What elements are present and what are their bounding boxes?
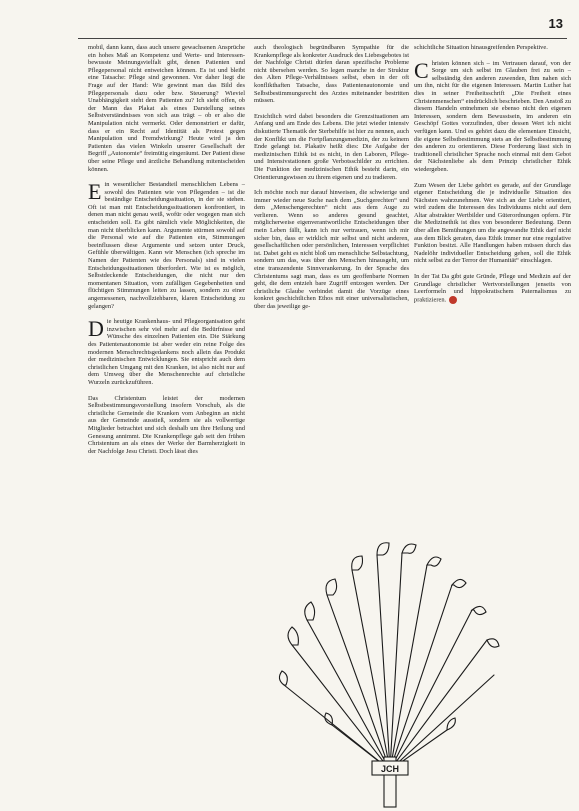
paragraph: Die heutige Krankenhaus- und Pflegeorganisation geht inzwischen sehr viel mehr auf die Bedürfnisse und Wünsche des einzelnen Patienten ein. Die Stärkung des Patientenautonomie ist aber weder ein reine Folge des modernen Menschrechtsgedankens noch allein das Produkt der medizinischen Entwicklungen. Sie entspricht auch dem christlichen Umgang mit den Kranken, ist also nicht nur auf dem Umweg über die Menschenrechte auf christliche Wurzeln zurückzuführen. — [88, 316, 245, 386]
text-column-3 — [414, 44, 571, 312]
header-rule — [78, 38, 567, 39]
paragraph: Ersichtlich wird dabei besonders die Grenzsituationen am Anfang und am Ende des Lebens. Die jetzt wieder intensiv diskutierte Thematik der Sterbehilfe ist hier zu nennen, auch der Konflikt um die Fortpflanzungsmedizin, der zu keinem Ende gelangt ist. Plakativ heißt dies: Die Aufgabe der medizinischen Ethik ist es nicht, in den Laboren, Pflege- und Intensivstationen große Verbotsschilder zu errichten. Die Funktion der medizinischen Ethik besteht darin, ein Orientierungswissen zu ihrem eigenen und zu tradieren. — [254, 112, 409, 181]
paragraph: Ich möchte noch nur darauf hinweisen, die schwierige und immer wieder neue Suche nach dem „Suchgerechten“ und dem „Menschengerechten“ nicht aus dem Auge zu verlieren. Wenn so anderes gesund geachtet, möglicherweise eigenverantwortliche Entscheidungen über mein Leben fällt, kann ich nur vertrauen, wenn ich mir sicher bin, dass er wirklich mir selbst und nicht anderen, gesellschaftlichen oder persönlichen, Interessen verpflichtet ist. Dabei geht es nicht bloß um menschliche Selbstachtung, sondern um das, was über den Menschen hinausgeht, um eine transzendente Sinnverankerung. In der Sprache des Christentums sagt man, dass es um geoffenbarte Normen geht, die dem entzieh bare Zugriff entzogen werden. Der christliche Glaube verbindet damit die Vorzüge eines konkret geschichtlichen Ethos mit einer universalistischen, über das jeweilige ge- — [254, 189, 409, 310]
radiating-lines — [284, 553, 494, 770]
cross-with-radiating-figures-illustration — [272, 525, 502, 810]
text-column-2 — [254, 44, 409, 319]
closing-paragraph-text: In der Tat Da gibt gute Gründe, Pflege und Medizin auf der Grundlage christlicher Wertvorstellungen jenseits von Leerformeln und hippokratischem Paternalismus zu praktizieren. — [414, 273, 571, 304]
paragraph: Ein wesentlicher Bestandteil menschlichen Lebens – sowohl des Patienten wie von Pflegenden – ist die beständige Entscheidungssituation, in der sie stehen. Oft ist man mit Entscheidungssituationen konfrontiert, in denen man nicht genau weiß, wofür oder wogegen man sich entscheiden soll. Es gibt nämlich viele Möglichkeiten, die man nicht überblicken kann. Argumente stürmen sowohl auf die Personal wie auf die Patienten ein, Stimmungen beeinflussen diese Argumente und setzen unter Druck, Gefühle überwältigen. Kann wir Menschen (ich spreche im Namen der Patienten wie des Personals) sind in vielen Entscheidungssituationen überfordert. Wie ist es möglich, Selbstdeckende Entscheidungen, die nicht nur den momentanen Situation, vom zufälligen Gegebenheiten und flüchtigen Stimmungen leiten zu lassen, sondern zu einer angemessenen, nachvollziehbaren, klaren Entscheidung zu gelangen? — [88, 179, 245, 310]
paragraph: Das Christentum leistet der modernen Selbstbestimmungsvorstellung insofern Vorschub, als die christliche Gemeinde die Kranken vom Anbeginn an nicht aus der Gemeinde ausstieß, sondern sie als vollwertige Mitglieder betrachtet und sich deshalb um ihre Heilung und Genesung annimmt. Die Krankenpflege gab seit den frühen Christentum an als eines der Werke der Barmherzigkeit in der Nachfolge Jesu Christi. Doch lässt dies — [88, 394, 245, 455]
page-number: 13 — [548, 16, 563, 31]
paragraph — [414, 273, 571, 304]
cross-inscription: JCH — [380, 764, 400, 774]
paragraph: Christen können sich – im Vertrauen darauf, von der Sorge um sich selbst im Glauben frei zu sein – selbständig den anderen zuwenden, Ihm nahen sich um ihn, nicht für die eigenen Interessen. Martin Luther hat dies in seiner Freiheitsschrift „Die Freiheit eines Christenmenschen“ eindrücklich beschrieben. Den Anstoß zu diesem Handeln entnehmen sie ebenso nicht den eigenen Interessen, sondern dem Bewusstsein, im anderen ein Geschöpf Gottes vorzufinden, über dessen Wert ich nicht verfügen kann. Und es gehört dazu die elementare Einsicht, die eigene Selbstbestimmung stets an der Selbstbestimmung des anderen zu orientieren. Diese Forderung lässt sich in traditionell christlicher Sprache noch einmal mit dem Gebot der Nächstenliebe als dem Prinzip christlicher Ethik wiedergeben. — [414, 57, 571, 173]
paragraph: mobil, dann kann, dass auch unsere gewachsenen Ansprüche ein hohes Maß an Kompetenz und Werte- und Interessen-bewusste Meinungsvielfalt gibt, denen Patienten und Pflegepersonal nicht entweichen können. Es ist und bleibt eine Tatsache: Pflege sind gewonnen. Vor daher liegt die Frage auf der Hand: Wie gewinnt man das Bild des Pflegepersonals dazu oder bzw. Steuerung? Wieviel Unabhängigkeit steht dem Patienten zu? Ich sieht offen, ob der Mann das Plakat als eines Darstellung seines Selbstverständnisses von sich aus trägt – ob er also die Manipulation nicht vermerkt. Oder demonstriert er dafür, dass er ein Recht auf Identität als Protest gegen Manipulation und Fremdwirkung? Heute wird ja den Patienten das vielen Winkeln unserer Gesellschaft der Begriff „Autonomie“ freimütig eingeräumt. Der Patient diese über seine Pflege und ärztliche Behandlung mitentscheiden können. — [88, 44, 245, 173]
text-column-1 — [88, 44, 245, 463]
article-end-mark — [449, 296, 457, 304]
stylized-figures — [279, 543, 499, 730]
paragraph: Zum Wesen der Liebe gehört es gerade, auf der Grundlage eigener Entscheidung die je individuelle Situation des Nächsten wahrzunehmen. Wer sich an der Liebe orientiert, wird zudem die Interessen des Individuums nicht auf dem Altar abstrakter Wertbilder und Güterordnungen opfern. Für die Medizinethik ist dies von besonderer Bedeutung. Denn über allen Bemühungen um die angewandte Ethik darf nicht aus dem Blick geraten, dass Ethik immer nur eine regulative Funktion besitzt. Alle Handlungen haben müssen durch das Nadelöhr individueller Entscheidung gehen, soll die Ethik nicht selbst zu der Terror der Humanität“ einschlagen. — [414, 181, 571, 265]
paragraph: auch theologisch begründbaren Sympathie für die Krankenpflege als konkreter Ausdruck des Liebesgebotes ist der Nachfolge Christi dürfen daran spezifische Probleme nicht übersehen werden. So legen manche in der Struktur des Alten Pflege-Verhältnisses selbst, eben in der oft konflikthaften Tatsache, dass Patientenautonomie und Selbstbestimmungsrecht des Arztes miteinander bestritten müssen. — [254, 44, 409, 105]
paragraph: schichtliche Situation hinausgreifenden Perspektive. — [414, 44, 548, 51]
